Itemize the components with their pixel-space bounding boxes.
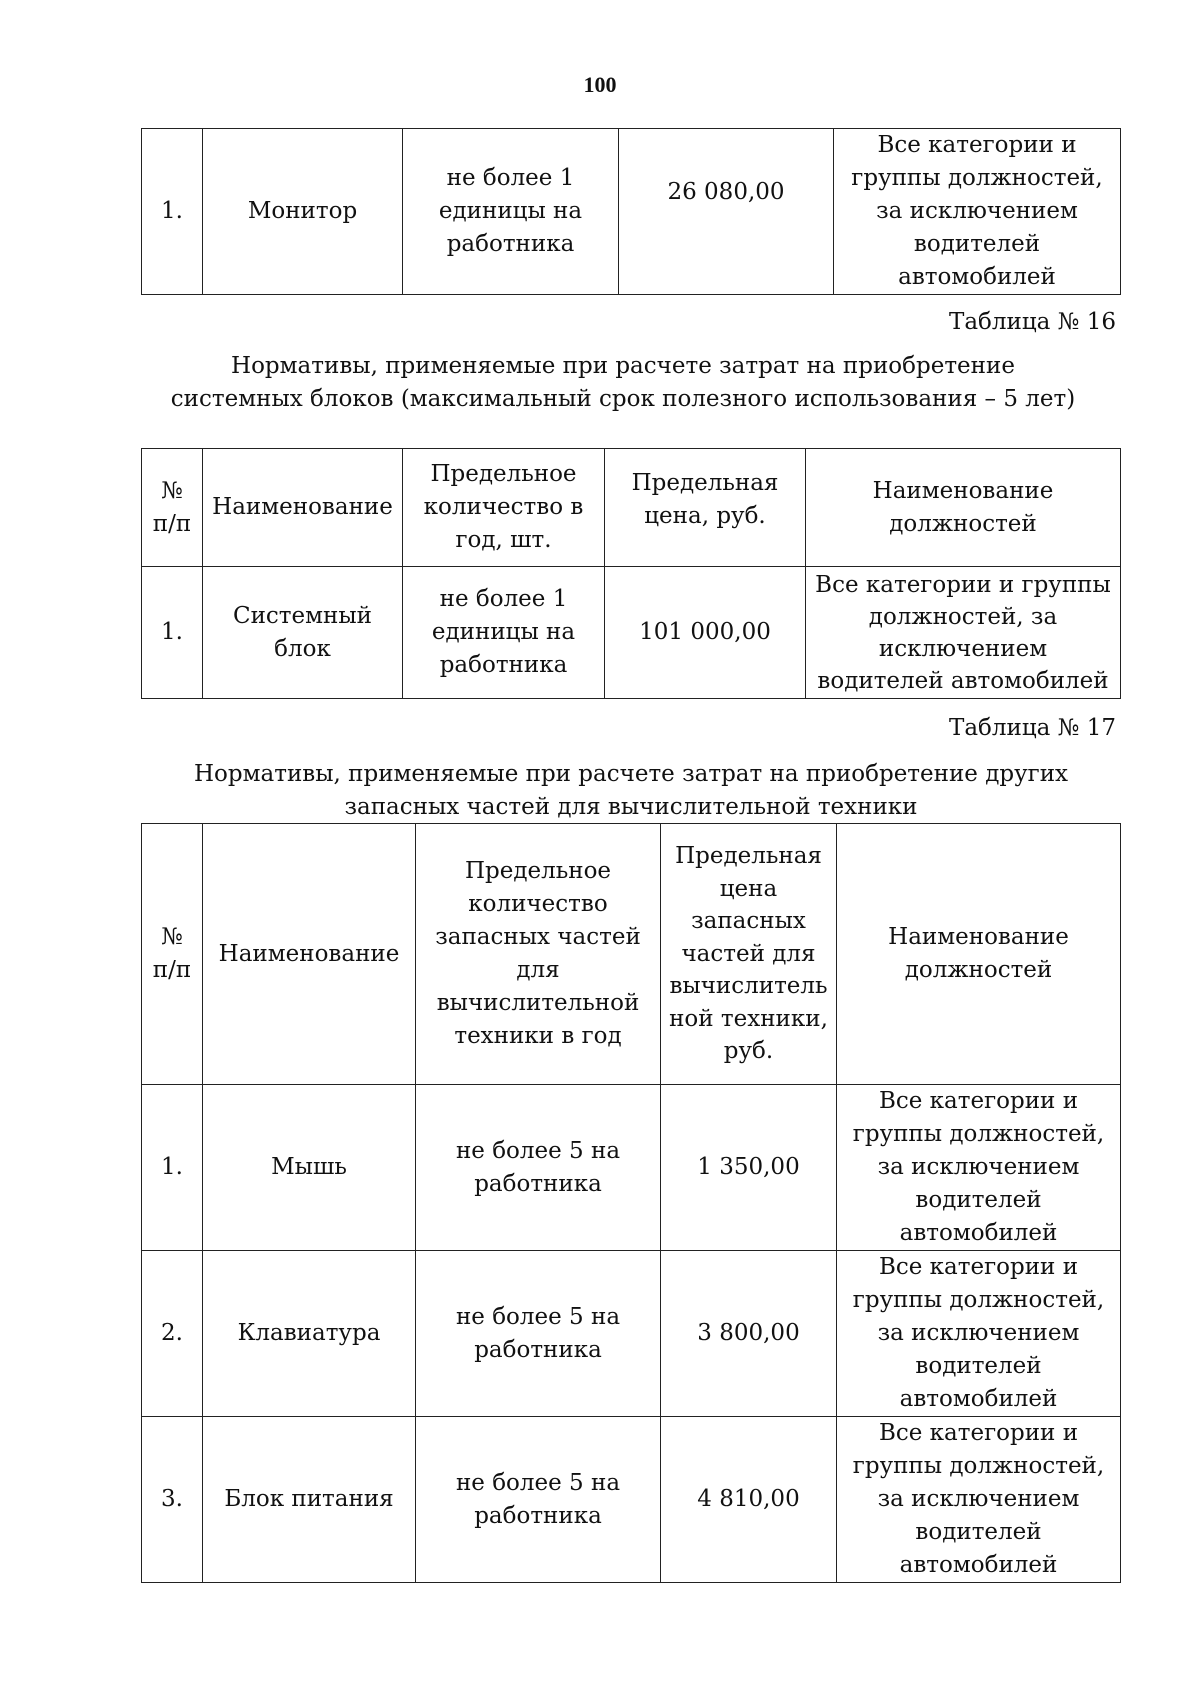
row-number: 3. xyxy=(142,1417,203,1583)
item-name: Системный блок xyxy=(203,567,403,699)
item-price: 101 000,00 xyxy=(605,567,806,699)
item-name: Монитор xyxy=(203,129,403,295)
item-quantity: не более 5 на работника xyxy=(416,1417,661,1583)
item-positions: Все категории и группы должностей, за исключением водителей автомобилей xyxy=(837,1251,1121,1417)
item-positions: Все категории и группы должностей, за исключением водителей автомобилей xyxy=(837,1085,1121,1251)
table16 xyxy=(141,448,1121,699)
item-quantity: не более 1 единицы на работника xyxy=(403,129,619,295)
item-name: Блок питания xyxy=(203,1417,416,1583)
row-number: 1. xyxy=(142,129,203,295)
item-positions: Все категории и группы должностей, за исключением водителей автомобилей xyxy=(806,567,1121,699)
row-number: 2. xyxy=(142,1251,203,1417)
row-number: 1. xyxy=(142,1085,203,1251)
item-quantity: не более 1 единицы на работника xyxy=(403,567,605,699)
header-price: Предельная цена, руб. xyxy=(605,449,806,567)
table17 xyxy=(141,823,1121,1583)
table-row xyxy=(142,1251,1121,1417)
header-positions: Наименование должностей xyxy=(806,449,1121,567)
page-number: 100 xyxy=(583,72,617,97)
header-quantity: Предельное количество запасных частей для вычислительной техники в год xyxy=(416,824,661,1085)
table17-title: Нормативы, применяемые при расчете затрат на приобретение других запасных частей для вычислительной техники xyxy=(194,761,1068,820)
table-continued xyxy=(141,128,1121,295)
item-price: 3 800,00 xyxy=(661,1251,837,1417)
header-quantity: Предельное количество в год, шт. xyxy=(403,449,605,567)
table-header-row xyxy=(142,824,1121,1085)
header-number: № п/п xyxy=(142,449,203,567)
table-header-row xyxy=(142,449,1121,567)
table-row xyxy=(142,129,1121,295)
item-positions: Все категории и группы должностей, за исключением водителей автомобилей xyxy=(837,1417,1121,1583)
header-price: Предельная цена запасных частей для вычислительной техники, руб. xyxy=(661,824,837,1085)
item-price: 1 350,00 xyxy=(661,1085,837,1251)
item-name: Мышь xyxy=(203,1085,416,1251)
header-positions: Наименование должностей xyxy=(837,824,1121,1085)
item-price: 26 080,00 xyxy=(619,129,834,295)
item-price: 4 810,00 xyxy=(661,1417,837,1583)
table16-number: Таблица № 16 xyxy=(949,309,1116,335)
header-name: Наименование xyxy=(203,824,416,1085)
table-row xyxy=(142,1085,1121,1251)
item-positions: Все категории и группы должностей, за исключением водителей автомобилей xyxy=(834,129,1121,295)
item-quantity: не более 5 на работника xyxy=(416,1251,661,1417)
row-number: 1. xyxy=(142,567,203,699)
header-number: № п/п xyxy=(142,824,203,1085)
header-name: Наименование xyxy=(203,449,403,567)
item-name: Клавиатура xyxy=(203,1251,416,1417)
item-quantity: не более 5 на работника xyxy=(416,1085,661,1251)
table17-number: Таблица № 17 xyxy=(949,715,1116,741)
table-row xyxy=(142,1417,1121,1583)
table-row xyxy=(142,567,1121,699)
table16-title: Нормативы, применяемые при расчете затрат на приобретение системных блоков (максимальный срок полезного использования – 5 лет) xyxy=(170,353,1076,412)
